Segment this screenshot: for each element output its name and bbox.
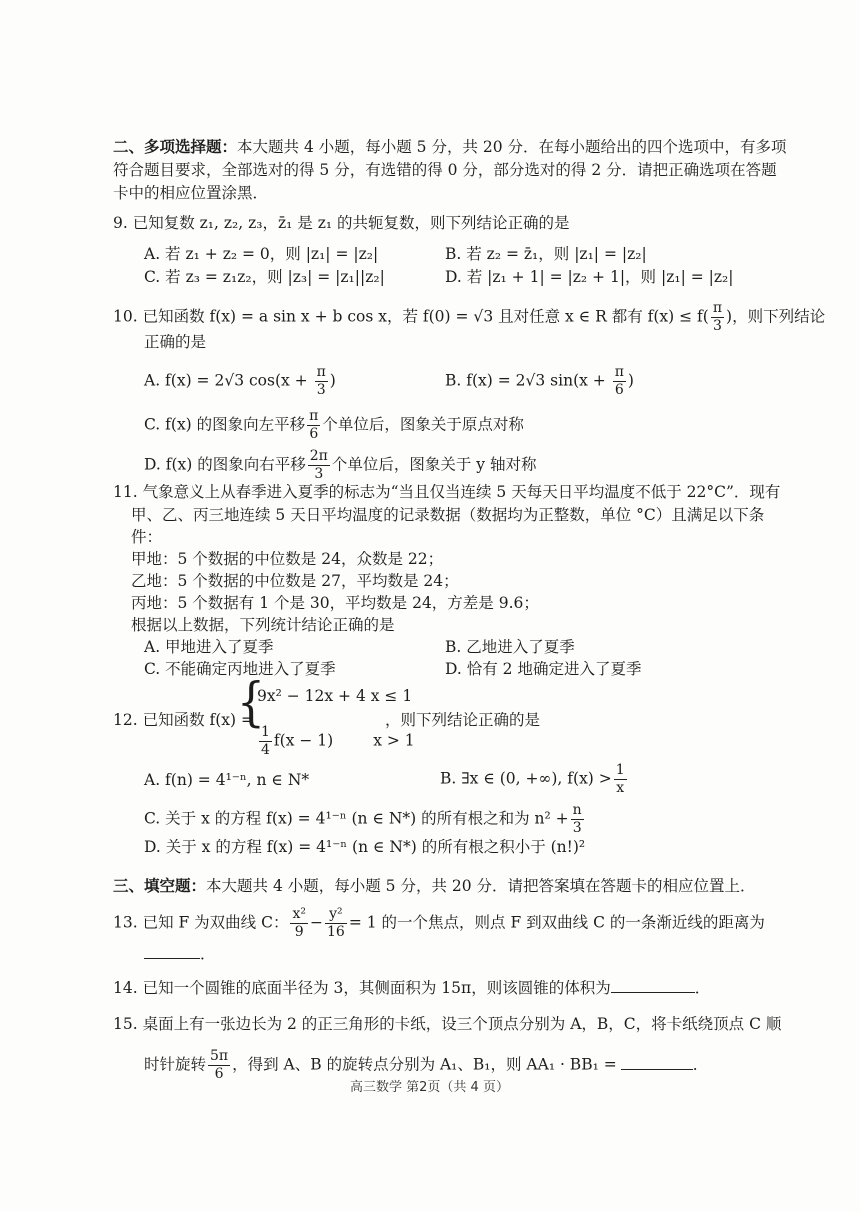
q10-stem [113, 300, 825, 335]
section2-title: 二、多项选择题： [113, 138, 238, 156]
q12-b-text: B. ∃x ∈ (0, +∞), f(x) > [440, 769, 612, 788]
q13-y2: y² [325, 906, 347, 924]
q10-stem-a: 10. 已知函数 f(x) = a sin x + b cos x，若 f(0) = √3 且对任意 x ∈ R 都有 f(x) ≤ f( [113, 307, 709, 326]
q10-c-fraction [307, 408, 320, 443]
q10-d-den: 3 [314, 466, 324, 482]
q13-stem-b: = 1 的一个焦点，则点 F 到双曲线 C 的一条渐近线的距离为 [348, 913, 765, 932]
q12-case2-den: 4 [261, 742, 270, 758]
section2-intro-line1 [113, 137, 787, 157]
q9-option-b: B. 若 z₂ = z̄₁，则 |z₁| = |z₂| [445, 245, 647, 263]
q12-c-fraction [571, 802, 584, 837]
q13-stem [113, 906, 765, 941]
section2-intro2: 符合题目要求，全部选对的得 5 分，有选错的得 0 分，部分选对的得 2 分．请把正确选项在答题 [113, 161, 777, 179]
q10-d-fraction [308, 448, 330, 483]
q14-end: ． [694, 979, 711, 997]
q13-minus: − [310, 913, 323, 932]
q10-stem-b: )，则下列结论 [726, 307, 826, 326]
q10-option-c [144, 408, 524, 443]
q11-bing: 丙地：5 个数据有 1 个是 30，平均数是 24，方差是 9.6； [131, 594, 539, 612]
q10-a-fraction [315, 364, 328, 399]
q12-stem-a: 12. 已知函数 f(x) = [113, 711, 254, 729]
q15-fraction [208, 1048, 230, 1083]
q14-stem [113, 978, 710, 998]
q13-sixteen: 16 [327, 924, 345, 940]
q13-end: ． [200, 945, 216, 963]
q12-case2-num: 1 [261, 724, 270, 740]
q13-answer-line [144, 944, 216, 964]
q12-option-a: A. f(n) = 4¹⁻ⁿ, n ∈ N* [144, 771, 310, 789]
q10-b-close: ) [627, 371, 634, 390]
q12-c-den: 3 [572, 820, 582, 836]
q12-option-b [440, 762, 629, 797]
q14-answer-blank[interactable] [611, 978, 695, 993]
q14-stem-a: 14. 已知一个圆锥的底面半径为 3，其侧面积为 15π，则该圆锥的体积为 [113, 979, 611, 997]
q10-d-text: D. f(x) 的图象向右平移 [144, 455, 306, 474]
section2-intro1: 本大题共 4 小题，每小题 5 分，共 20 分．在每小题给出的四个选项中，有多项 [237, 138, 787, 156]
q15-stem2-a: 时针旋转 [144, 1055, 207, 1074]
q11-lead: 根据以上数据，下列统计结论正确的是 [131, 616, 395, 634]
q15-end: ． [692, 1055, 709, 1074]
q11-stem3: 件： [131, 528, 163, 546]
q10-c-text-b: 个单位后，图象关于原点对称 [322, 415, 524, 434]
q11-option-c: C. 不能确定丙地进入了夏季 [144, 660, 336, 678]
q10-c-den: 6 [309, 426, 319, 442]
q12-brace: { [237, 671, 265, 733]
q10-b-fraction [613, 364, 626, 399]
q15-frac-den: 6 [214, 1066, 224, 1082]
q9-option-d: D. 若 |z₁ + 1| = |z₂ + 1|，则 |z₁| = |z₂| [445, 268, 734, 286]
q15-stem2-b: ，得到 A、B 的旋转点分别为 A₁、B₁，则 AA₁ · BB₁ = [232, 1055, 617, 1074]
q11-jia: 甲地：5 个数据的中位数是 24，众数是 22； [131, 550, 444, 568]
q12-b-fraction [614, 762, 627, 797]
q10-d-num: 2π [309, 448, 328, 464]
q13-x2: x² [292, 906, 306, 922]
section2-intro3: 卡中的相应位置涂黑． [113, 184, 269, 202]
q13-frac-y [325, 906, 347, 941]
q13-answer-blank[interactable] [144, 944, 200, 959]
q12-c-text: C. 关于 x 的方程 f(x) = 4¹⁻ⁿ (n ∈ N*) 的所有根之和为 n² + [144, 809, 569, 828]
q10-b-num: π [614, 364, 624, 380]
q12-case2-fx: f(x − 1) [273, 731, 334, 750]
q10-option-b [445, 364, 634, 399]
q10-stem2: 正确的是 [144, 333, 207, 351]
q10-c-text: C. f(x) 的图象向左平移 [144, 415, 306, 434]
q10-frac-den: 3 [712, 318, 722, 334]
q10-fraction-pi-3 [711, 300, 724, 335]
q12-stem-b: ，则下列结论正确的是 [385, 711, 541, 729]
q10-b-text: B. f(x) = 2√3 sin(x + [445, 371, 611, 390]
q10-a-den: 3 [316, 382, 326, 398]
q10-a-num: π [316, 364, 326, 380]
q11-option-a: A. 甲地进入了夏季 [144, 638, 274, 656]
q12-b-num: 1 [615, 762, 625, 778]
q9-option-a: A. 若 z₁ + z₂ = 0，则 |z₁| = |z₂| [144, 245, 379, 263]
q10-option-a [144, 364, 336, 399]
q9-stem: 9. 已知复数 z₁, z₂, z₃，z̄₁ 是 z₁ 的共轭复数，则下列结论正确的是 [113, 214, 570, 232]
q10-option-d [144, 448, 536, 483]
q12-case1: 9x² − 12x + 4 x ≤ 1 [257, 687, 413, 705]
q12-case2-fraction [259, 724, 272, 759]
q12-c-num: n [572, 802, 582, 818]
page-footer: 高三数学 第2页（共 4 页） [350, 1080, 509, 1095]
q10-b-den: 6 [614, 382, 624, 398]
q10-frac-num: π [712, 300, 723, 316]
section3-title: 三、填空题： [113, 877, 207, 895]
section3-intro [113, 876, 756, 896]
q12-option-d: D. 关于 x 的方程 f(x) = 4¹⁻ⁿ (n ∈ N*) 的所有根之积小于 (n!)² [144, 838, 586, 856]
q11-option-d: D. 恰有 2 地确定进入了夏季 [445, 660, 642, 678]
q12-b-den: x [616, 780, 625, 796]
q9-option-c: C. 若 z₃ = z₁z₂，则 |z₃| = |z₁||z₂| [144, 268, 385, 286]
q11-option-b: B. 乙地进入了夏季 [445, 638, 575, 656]
q15-frac-num: 5π [210, 1048, 229, 1064]
q11-stem2: 甲、乙、丙三地连续 5 天日平均温度的记录数据（数据均为正整数，单位 °C）且满足以下条 [131, 506, 765, 524]
q13-frac-x [290, 906, 308, 941]
q10-a-close: ) [329, 371, 336, 390]
q12-case2-cond: x > 1 [373, 731, 415, 750]
section3-intro-text: 本大题共 4 小题，每小题 5 分，共 20 分．请把答案填在答题卡的相应位置上． [206, 877, 756, 895]
q10-a-text: A. f(x) = 2√3 cos(x + [144, 371, 313, 390]
q15-answer-blank[interactable] [621, 1055, 693, 1070]
q12-option-c [144, 802, 586, 837]
q13-nine: 9 [294, 924, 304, 940]
q11-yi: 乙地：5 个数据的中位数是 27，平均数是 24； [131, 572, 459, 590]
q13-stem-a: 13. 已知 F 为双曲线 C： [113, 913, 289, 932]
q10-c-num: π [309, 408, 319, 424]
q10-d-text-b: 个单位后，图象关于 y 轴对称 [331, 455, 537, 474]
q11-stem1: 11. 气象意义上从春季进入夏季的标志为“当且仅当连续 5 天每天日平均温度不低于 22°C”．现有 [113, 483, 781, 501]
q15-stem1: 15. 桌面上有一张边长为 2 的正三角形的卡纸，设三个顶点分别为 A，B，C，将卡纸绕顶点 C 顺 [113, 1015, 782, 1033]
